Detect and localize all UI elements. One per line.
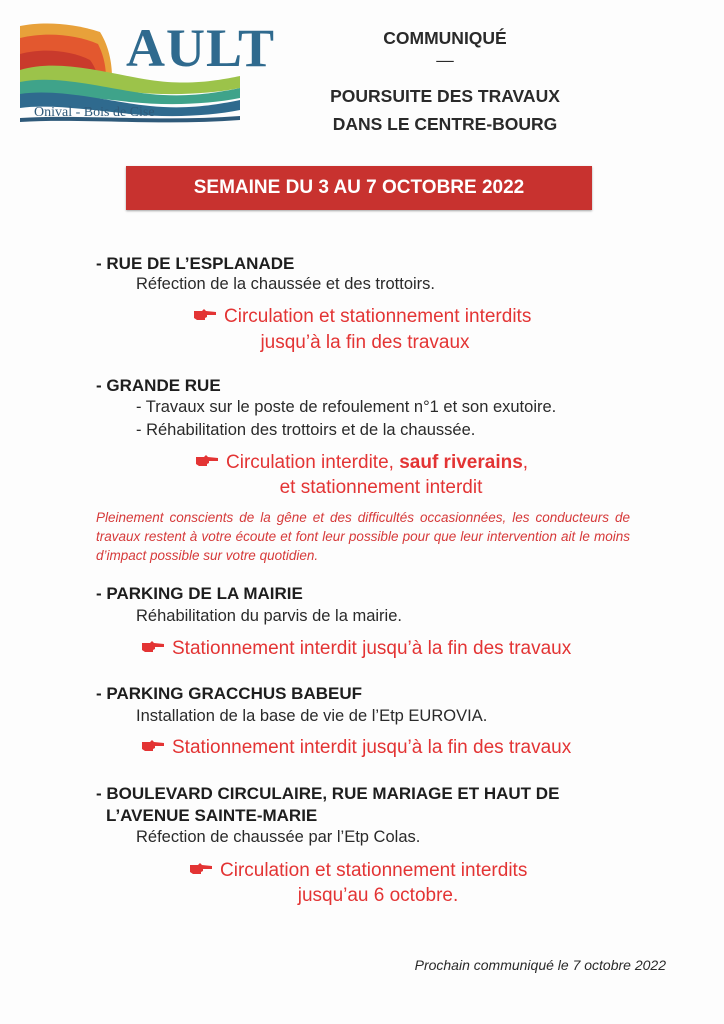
alert-line (194, 306, 531, 328)
section-line: Installation de la base de vie de l’Etp EUROVIA. (136, 707, 488, 725)
pointing-hand-icon (142, 641, 164, 653)
alert-line (190, 860, 527, 882)
next-communique-note: Prochain communiqué le 7 octobre 2022 (414, 957, 666, 973)
alert-text: Stationnement interdit jusqu’à la fin des travaux (172, 737, 572, 758)
pointing-hand-icon (142, 740, 164, 752)
section-title: - GRANDE RUE (96, 376, 221, 395)
section-line: - Travaux sur le poste de refoulement n°1 et son exutoire. (136, 398, 557, 416)
alert-text: Circulation et stationnement interdits (224, 306, 532, 327)
section-line: Réfection de la chaussée et des trottoirs. (136, 275, 435, 293)
section-title: - RUE DE L’ESPLANADE (96, 254, 295, 273)
alert-line (142, 737, 571, 759)
header-label: COMMUNIQUÉ (383, 28, 507, 48)
alert-text: Stationnement interdit jusqu’à la fin des travaux (172, 638, 572, 659)
logo-wordmark: AULT (126, 18, 276, 78)
alert-line: jusqu’au 6 octobre. (297, 885, 459, 906)
ault-logo (20, 18, 276, 130)
pointing-hand-icon (196, 455, 218, 467)
alert-emphasis: sauf riverains (399, 452, 523, 473)
alert-line: jusqu’à la fin des travaux (260, 332, 470, 353)
alert-text: Circulation interdite, (226, 452, 400, 473)
apology-note: Pleinement conscients de la gêne et des difficultés occasionnées, les conducteurs de travaux restent à votre écoute et font leur possible pour que leur intervention ait le moins d’impact possible sur votre quotidien. (96, 510, 630, 563)
alert-line: et stationnement interdit (279, 477, 483, 498)
header-title-line1: POURSUITE DES TRAVAUX (330, 86, 560, 106)
header-title-line2: DANS LE CENTRE-BOURG (332, 114, 558, 134)
week-banner: SEMAINE DU 3 AU 7 OCTOBRE 2022 (126, 166, 592, 210)
logo-subtitle: Onival - Bois de Cise (34, 105, 155, 120)
section-line: Réfection de chaussée par l’Etp Colas. (136, 828, 421, 846)
section-title: - PARKING GRACCHUS BABEUF (96, 684, 363, 703)
alert-text: Circulation et stationnement interdits (220, 860, 528, 881)
pointing-hand-icon (194, 309, 216, 321)
section-title: - PARKING DE LA MAIRIE (96, 584, 303, 603)
section-line: Réhabilitation du parvis de la mairie. (136, 607, 402, 625)
alert-line (142, 638, 571, 660)
alert-line (196, 452, 528, 474)
section-title: - BOULEVARD CIRCULAIRE, RUE MARIAGE ET HAUT DE (96, 784, 560, 803)
pointing-hand-icon (190, 863, 212, 875)
section-line: - Réhabilitation des trottoirs et de la chaussée. (136, 421, 476, 439)
alert-text: , (522, 452, 529, 473)
section-title-continued: L’AVENUE SAINTE-MARIE (106, 806, 318, 825)
header-separator: — (436, 50, 454, 70)
